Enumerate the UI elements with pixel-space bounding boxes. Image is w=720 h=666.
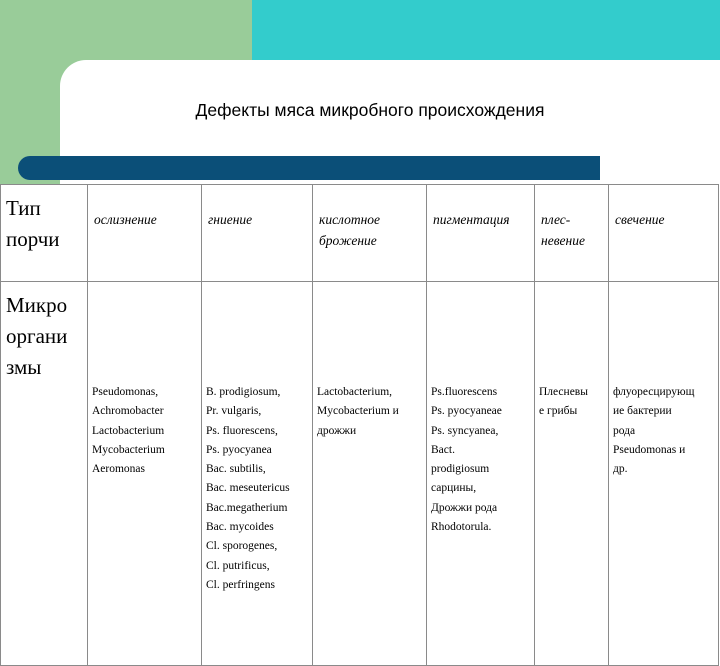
organisms-row — [1, 282, 719, 666]
cell-line: Ps. syncyanea, — [431, 424, 499, 437]
cell-line: пигментация — [433, 212, 510, 227]
title-accent-bar — [18, 156, 600, 180]
spoilage-type-mold — [535, 185, 609, 282]
cell-line: Дрожжи рода — [431, 501, 498, 514]
cell-line: Cl. perfringens — [206, 578, 275, 591]
cell-line: prodigiosum — [431, 463, 490, 476]
cell-line: Плесневы — [539, 386, 588, 398]
cell-line: Ps. pyocyaneae — [431, 405, 502, 418]
cell-line: порчи — [6, 227, 60, 251]
cell-line: Микро — [6, 293, 68, 317]
cell-line: Ps. fluorescens, — [206, 424, 278, 437]
cell-line: флуоресцирующ — [613, 386, 695, 398]
spoilage-type-pigmentation — [427, 185, 535, 282]
cell-line: Bac.megatherium — [206, 501, 288, 514]
spoilage-type-putrefaction — [202, 185, 313, 282]
organisms-mold — [535, 282, 609, 666]
cell-line: Тип — [6, 196, 41, 220]
spoilage-type-luminescence — [609, 185, 719, 282]
cell-line: Bact. — [431, 443, 455, 456]
cell-line: органи — [6, 324, 68, 348]
cell-line: сарцины, — [431, 482, 477, 495]
cell-line: Lactobacterium — [92, 424, 165, 437]
cell-line: ослизнение — [94, 212, 157, 227]
organisms-putrefaction — [202, 282, 313, 666]
spoilage-type-acid-fermentation — [313, 185, 427, 282]
cell-line: дрожжи — [317, 424, 357, 437]
cell-line: Pr. vulgaris, — [206, 405, 262, 418]
cell-line: ие бактерии — [613, 405, 672, 418]
organisms-sliming — [88, 282, 202, 666]
cell-line: плес- — [541, 212, 571, 227]
cell-line: др. — [613, 463, 628, 476]
cell-line: B. prodigiosum, — [206, 386, 281, 398]
organisms-acid-fermentation — [313, 282, 427, 666]
cell-line: гниение — [208, 212, 253, 227]
cell-line: Bac. mycoides — [206, 521, 274, 534]
cell-line: Cl. putrificus, — [206, 559, 270, 572]
cell-line: рода — [613, 424, 636, 437]
cell-line: е грибы — [539, 405, 578, 418]
decor-teal-block — [252, 0, 720, 60]
cell-line: Bac. meseutericus — [206, 482, 290, 495]
cell-line: Cl. sporogenes, — [206, 540, 278, 553]
cell-line: Mycobacterium и — [317, 405, 399, 418]
cell-line: кислотное — [319, 212, 381, 227]
cell-line: брожение — [319, 233, 377, 248]
cell-line: Lactobacterium, — [317, 386, 393, 398]
cell-line: Aeromonas — [92, 463, 146, 476]
cell-line: свечение — [615, 212, 665, 227]
row-label-organisms — [1, 282, 88, 666]
cell-line: Ps.fluorescens — [431, 386, 498, 398]
cell-line: Rhodotorula. — [431, 521, 492, 534]
cell-line: Mycobacterium — [92, 443, 165, 456]
cell-line: Ps. pyocyanea — [206, 443, 272, 456]
row-label-type — [1, 185, 88, 282]
spoilage-type-row — [1, 185, 719, 282]
cell-line: змы — [6, 355, 42, 379]
cell-line: Pseudomonas и — [613, 443, 686, 456]
cell-line: Pseudomonas, — [92, 386, 159, 398]
organisms-luminescence — [609, 282, 719, 666]
defects-table — [0, 184, 719, 666]
organisms-pigmentation — [427, 282, 535, 666]
spoilage-type-sliming — [88, 185, 202, 282]
cell-line: невение — [541, 233, 585, 248]
cell-line: Bac. subtilis, — [206, 463, 266, 476]
cell-line: Achromobacter — [92, 405, 164, 418]
slide-title: Дефекты мяса микробного происхождения — [195, 100, 545, 120]
